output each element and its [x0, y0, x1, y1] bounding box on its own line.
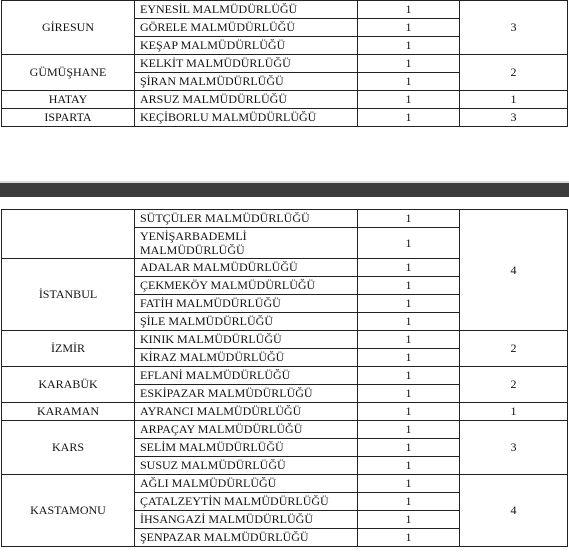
table-row — [2, 421, 568, 439]
office-name-cell: ŞİLE MALMÜDÜRLÜĞÜ — [135, 313, 358, 331]
office-count-cell: 1 — [358, 385, 460, 403]
province-total-cell: 1 — [460, 403, 568, 421]
office-name-cell: İHSANGAZİ MALMÜDÜRLÜĞÜ — [135, 511, 358, 529]
table-row — [2, 91, 568, 109]
office-count-cell: 1 — [358, 367, 460, 385]
office-name-cell: ARPAÇAY MALMÜDÜRLÜĞÜ — [135, 421, 358, 439]
table-row — [2, 109, 568, 127]
office-count-cell: 1 — [358, 529, 460, 547]
province-total-cell: 3 — [460, 109, 568, 127]
province-cell: GÜMÜŞHANE — [2, 55, 135, 91]
office-name-cell: SUSUZ MALMÜDÜRLÜĞÜ — [135, 457, 358, 475]
office-count-cell: 1 — [358, 331, 460, 349]
office-name-cell: SELİM MALMÜDÜRLÜĞÜ — [135, 439, 358, 457]
office-count-cell: 1 — [358, 349, 460, 367]
table-row — [2, 55, 568, 73]
office-count-cell: 1 — [358, 403, 460, 421]
page-break-bar — [0, 183, 569, 197]
province-cell: KARS — [2, 421, 135, 475]
province-cell: GİRESUN — [2, 1, 135, 55]
office-count-cell: 1 — [358, 37, 460, 55]
office-name-cell: ADALAR MALMÜDÜRLÜĞÜ — [135, 259, 358, 277]
province-total-cell: 2 — [460, 331, 568, 367]
office-name-cell: ŞİRAN MALMÜDÜRLÜĞÜ — [135, 73, 358, 91]
office-name-cell: ESKİPAZAR MALMÜDÜRLÜĞÜ — [135, 385, 358, 403]
office-name-cell: KEÇİBORLU MALMÜDÜRLÜĞÜ — [135, 109, 358, 127]
office-name-cell: ÇEKMEKÖY MALMÜDÜRLÜĞÜ — [135, 277, 358, 295]
office-count-cell: 1 — [358, 19, 460, 37]
province-cell: İSTANBUL — [2, 259, 135, 331]
office-count-cell: 1 — [358, 295, 460, 313]
office-name-cell: ÇATALZEYTİN MALMÜDÜRLÜĞÜ — [135, 493, 358, 511]
office-table-bottom — [1, 209, 568, 547]
province-cell: İZMİR — [2, 331, 135, 367]
office-name-cell: KINIK MALMÜDÜRLÜĞÜ — [135, 331, 358, 349]
table-row — [2, 1, 568, 19]
office-count-cell: 1 — [358, 91, 460, 109]
office-table-top — [1, 0, 568, 127]
province-cell: KARAMAN — [2, 403, 135, 421]
office-count-cell: 1 — [358, 493, 460, 511]
office-name-cell: FATİH MALMÜDÜRLÜĞÜ — [135, 295, 358, 313]
province-total-cell: 3 — [460, 421, 568, 475]
province-total-cell: 1 — [460, 91, 568, 109]
table-row — [2, 331, 568, 349]
office-table-top-body — [2, 1, 568, 127]
province-total-cell: 4 — [460, 475, 568, 547]
office-count-cell: 1 — [358, 439, 460, 457]
province-total-cell: 3 — [460, 1, 568, 55]
office-name-cell: AYRANCI MALMÜDÜRLÜĞÜ — [135, 403, 358, 421]
office-name-cell: KEŞAP MALMÜDÜRLÜĞÜ — [135, 37, 358, 55]
province-cell: ISPARTA — [2, 109, 135, 127]
office-count-cell: 1 — [358, 228, 460, 259]
table-row — [2, 367, 568, 385]
province-cell: KASTAMONU — [2, 475, 135, 547]
office-name-cell: EYNESİL MALMÜDÜRLÜĞÜ — [135, 1, 358, 19]
office-name-cell: ARSUZ MALMÜDÜRLÜĞÜ — [135, 91, 358, 109]
office-count-cell: 1 — [358, 109, 460, 127]
office-count-cell: 1 — [358, 1, 460, 19]
office-name-cell: GÖRELE MALMÜDÜRLÜĞÜ — [135, 19, 358, 37]
province-total-cell: 2 — [460, 367, 568, 403]
province-cell: HATAY — [2, 91, 135, 109]
table-row — [2, 403, 568, 421]
province-total-cell: 2 — [460, 55, 568, 91]
office-count-cell: 1 — [358, 210, 460, 228]
office-name-cell: YENİŞARBADEMLİ MALMÜDÜRLÜĞÜ — [135, 228, 358, 259]
office-name-cell: KİRAZ MALMÜDÜRLÜĞÜ — [135, 349, 358, 367]
office-count-cell: 1 — [358, 457, 460, 475]
office-count-cell: 1 — [358, 475, 460, 493]
office-name-cell: AĞLI MALMÜDÜRLÜĞÜ — [135, 475, 358, 493]
office-count-cell: 1 — [358, 55, 460, 73]
office-name-cell: ŞENPAZAR MALMÜDÜRLÜĞÜ — [135, 529, 358, 547]
province-total-cell: 4 — [460, 210, 568, 331]
office-name-cell: KELKİT MALMÜDÜRLÜĞÜ — [135, 55, 358, 73]
province-cell: KARABÜK — [2, 367, 135, 403]
table-row — [2, 210, 568, 228]
office-count-cell: 1 — [358, 511, 460, 529]
office-count-cell: 1 — [358, 421, 460, 439]
office-name-cell: EFLANİ MALMÜDÜRLÜĞÜ — [135, 367, 358, 385]
table-row — [2, 475, 568, 493]
office-count-cell: 1 — [358, 259, 460, 277]
office-count-cell: 1 — [358, 313, 460, 331]
province-cell — [2, 210, 135, 259]
office-name-cell: SÜTÇÜLER MALMÜDÜRLÜĞÜ — [135, 210, 358, 228]
office-count-cell: 1 — [358, 277, 460, 295]
office-count-cell: 1 — [358, 73, 460, 91]
office-table-bottom-body — [2, 210, 568, 547]
